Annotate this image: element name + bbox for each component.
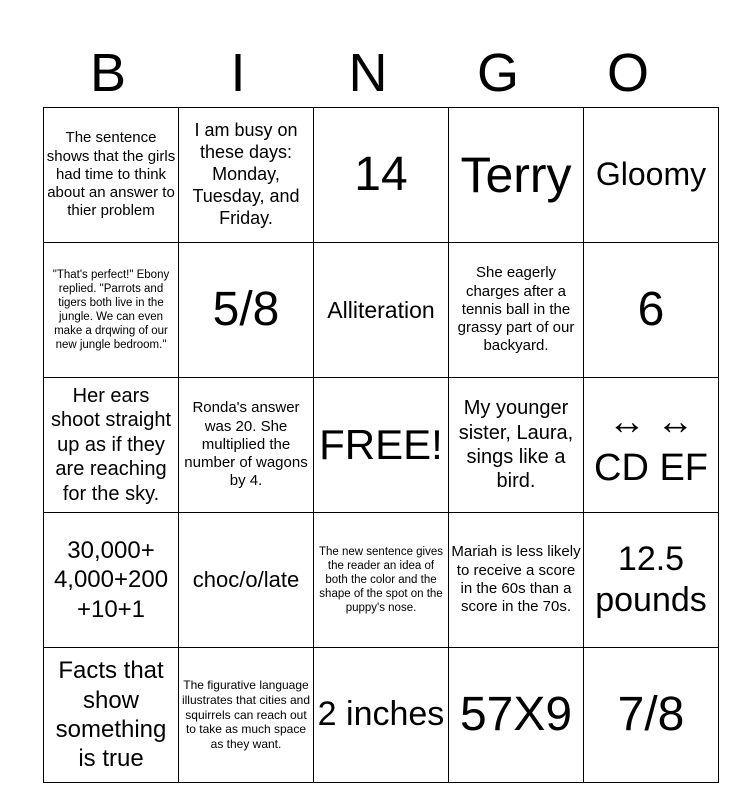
bingo-cell: 14 (314, 108, 449, 243)
bingo-cell: The new sentence gives the reader an idea of both the color and the shape of the spot on the puppy's nose. (314, 513, 449, 648)
bingo-cell: 6 (584, 243, 719, 378)
bingo-row (44, 378, 719, 513)
bingo-cell: choc/o/late (179, 513, 314, 648)
bingo-row (44, 108, 719, 243)
bingo-cell: Facts that show something is true (44, 648, 179, 783)
bingo-cell: Her ears shoot straight up as if they are reaching for the sky. (44, 378, 179, 513)
bingo-cell: Mariah is less likely to receive a score in the 60s than a score in the 70s. (449, 513, 584, 648)
bingo-row (44, 243, 719, 378)
bingo-row (44, 513, 719, 648)
bingo-cell: 2 inches (314, 648, 449, 783)
bingo-cell: Gloomy (584, 108, 719, 243)
bingo-cell: The figurative language illustrates that cities and squirrels can reach out to take as much space as they want. (179, 648, 314, 783)
bingo-cell: 30,000+ 4,000+200 +10+1 (44, 513, 179, 648)
bingo-cell: She eagerly charges after a tennis ball in the grassy part of our backyard. (449, 243, 584, 378)
bingo-cell: 57X9 (449, 648, 584, 783)
bingo-cell: 12.5 pounds (584, 513, 719, 648)
bingo-cell: The sentence shows that the girls had time to think about an answer to thier problem (44, 108, 179, 243)
header-letter-o: O (606, 43, 649, 103)
bingo-header (43, 40, 693, 106)
bingo-cell: I am busy on these days: Monday, Tuesday, and Friday. (179, 108, 314, 243)
bingo-card-grid (43, 107, 719, 783)
header-letter-i: I (230, 43, 246, 103)
header-letter-g: G (476, 43, 519, 103)
bingo-row (44, 648, 719, 783)
bingo-cell: ↔ ↔ CD EF (584, 378, 719, 513)
bingo-cell: Alliteration (314, 243, 449, 378)
bingo-cell: FREE! (314, 378, 449, 513)
header-letter-n: N (348, 43, 388, 103)
bingo-cell: 5/8 (179, 243, 314, 378)
header-letter-b: B (89, 43, 127, 103)
bingo-cell: My younger sister, Laura, sings like a bird. (449, 378, 584, 513)
bingo-cell: 7/8 (584, 648, 719, 783)
bingo-cell: Ronda's answer was 20. She multiplied the number of wagons by 4. (179, 378, 314, 513)
bingo-cell: "That's perfect!" Ebony replied. "Parrots and tigers both live in the jungle. We can even make a drqwing of our new jungle bedroom." (44, 243, 179, 378)
bingo-cell: Terry (449, 108, 584, 243)
